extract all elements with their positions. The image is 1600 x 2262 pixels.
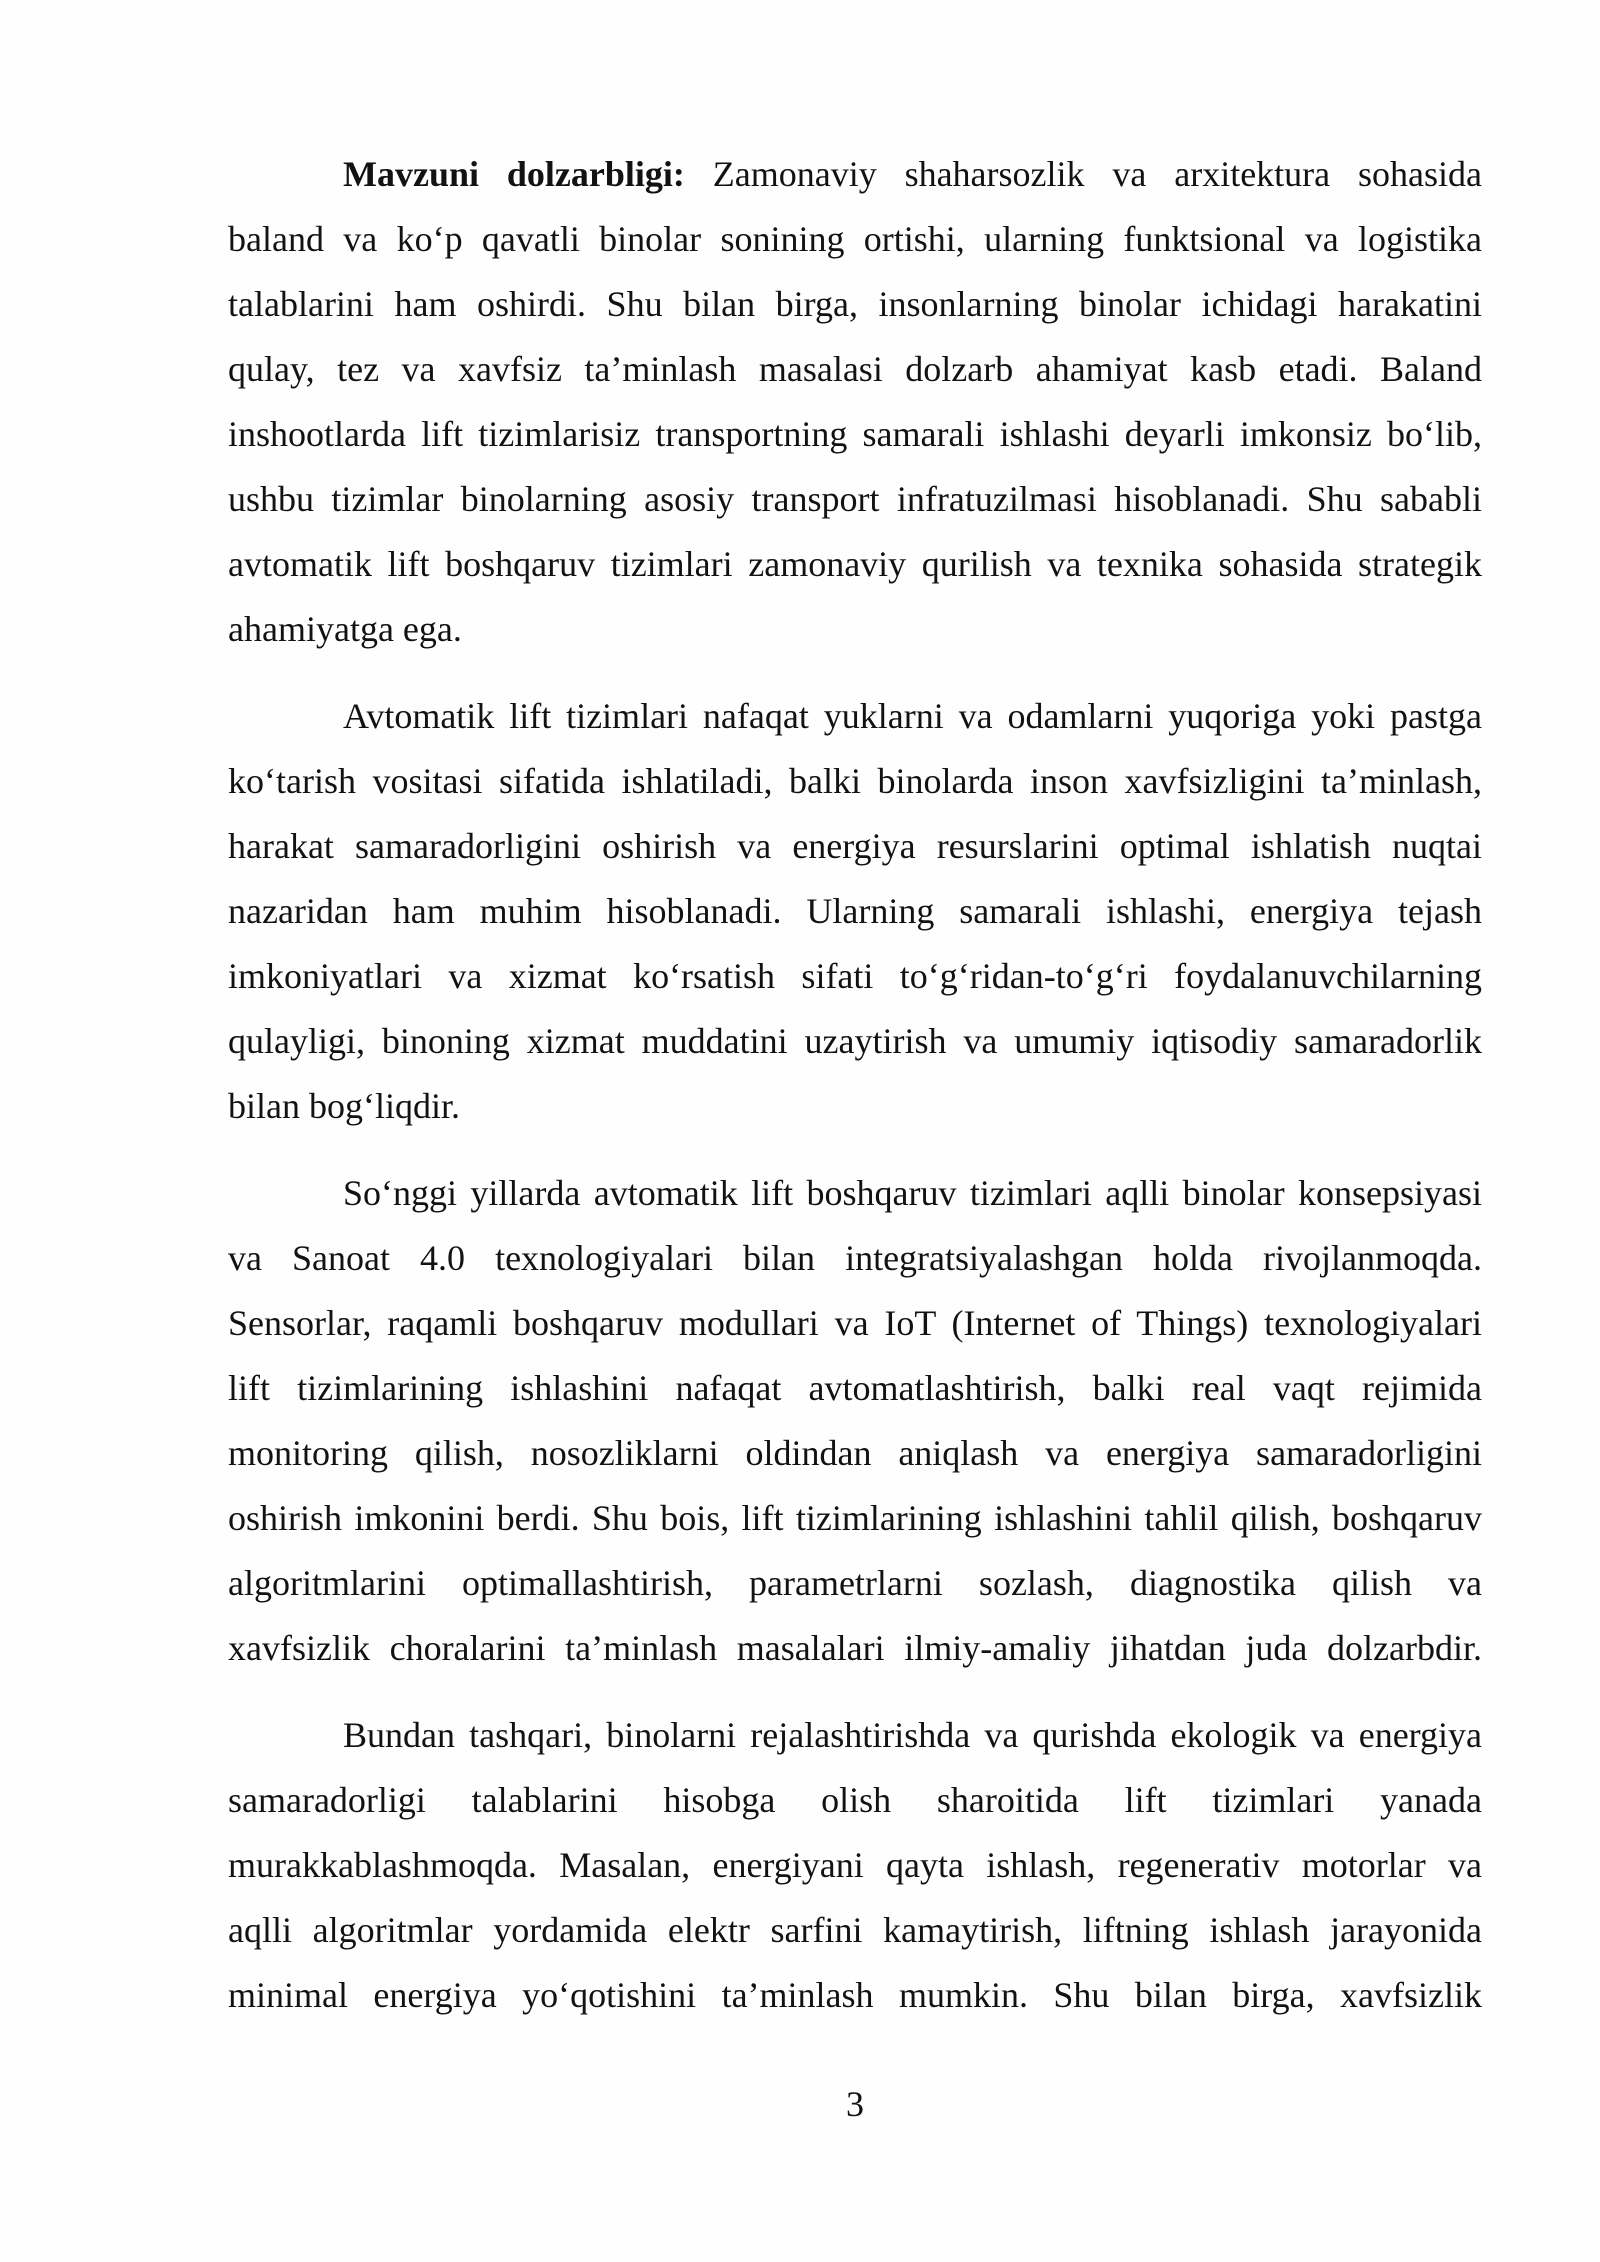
paragraph-3 xyxy=(228,1161,1482,1681)
text-line: baland va koʻp qavatli binolar sonining ortishi, ularning funktsional va logistika xyxy=(228,219,1482,259)
paragraph-4 xyxy=(228,1703,1482,2028)
text-line: minimal energiya yoʻqotishini ta’minlash mumkin. Shu bilan birga, xavfsizlik xyxy=(228,1975,1482,2015)
text-line: xavfsizlik choralarini ta’minlash masalalari ilmiy-amaliy jihatdan juda dolzarbdir. xyxy=(228,1628,1482,1668)
paragraph-2 xyxy=(228,684,1482,1139)
text-line: inshootlarda lift tizimlarisiz transportning samarali ishlashi deyarli imkonsiz boʻlib, xyxy=(228,414,1482,454)
text-line: Sensorlar, raqamli boshqaruv modullari va IoT (Internet of Things) texnologiyalari xyxy=(228,1303,1482,1343)
text-line: Mavzuni dolzarbligi: Zamonaviy shaharsozlik va arxitektura sohasida xyxy=(343,154,1482,194)
text-line: bilan bogʻliqdir. xyxy=(228,1086,460,1126)
text-line: qulay, tez va xavfsiz ta’minlash masalasi dolzarb ahamiyat kasb etadi. Baland xyxy=(228,349,1482,389)
page-number: 3 xyxy=(846,2084,864,2124)
text-line: imkoniyatlari va xizmat koʻrsatish sifati toʻgʻridan-toʻgʻri foydalanuvchilarning xyxy=(228,956,1482,996)
text-line: lift tizimlarining ishlashini nafaqat avtomatlashtirish, balki real vaqt rejimida xyxy=(228,1368,1482,1408)
text-line: oshirish imkonini berdi. Shu bois, lift tizimlarining ishlashini tahlil qilish, boshqaruv xyxy=(228,1498,1482,1538)
text-line: harakat samaradorligini oshirish va energiya resurslarini optimal ishlatish nuqtai xyxy=(228,826,1482,866)
text-line: algoritmlarini optimallashtirish, parametrlarni sozlash, diagnostika qilish va xyxy=(228,1563,1482,1603)
text-line: ahamiyatga ega. xyxy=(228,609,462,649)
text-line: va Sanoat 4.0 texnologiyalari bilan integratsiyalashgan holda rivojlanmoqda. xyxy=(228,1238,1482,1278)
text-line: koʻtarish vositasi sifatida ishlatiladi, balki binolarda inson xavfsizligini ta’minlash, xyxy=(228,761,1482,801)
text-line: Bundan tashqari, binolarni rejalashtirishda va qurishda ekologik va energiya xyxy=(343,1715,1482,1755)
text-line: avtomatik lift boshqaruv tizimlari zamonaviy qurilish va texnika sohasida strategik xyxy=(228,544,1482,584)
text-block xyxy=(228,142,1482,2050)
text-line: nazaridan ham muhim hisoblanadi. Ularning samarali ishlashi, energiya tejash xyxy=(228,891,1482,931)
text-line: Soʻnggi yillarda avtomatik lift boshqaruv tizimlari aqlli binolar konsepsiyasi xyxy=(343,1173,1482,1213)
paragraph-lead-bold: Mavzuni dolzarbligi: xyxy=(343,154,685,194)
text-line: qulayligi, binoning xizmat muddatini uzaytirish va umumiy iqtisodiy samaradorlik xyxy=(228,1021,1482,1061)
text-line: Avtomatik lift tizimlari nafaqat yuklarni va odamlarni yuqoriga yoki pastga xyxy=(343,696,1482,736)
text-line: aqlli algoritmlar yordamida elektr sarfini kamaytirish, liftning ishlash jarayonida xyxy=(228,1910,1482,1950)
text-line: ushbu tizimlar binolarning asosiy transport infratuzilmasi hisoblanadi. Shu sababli xyxy=(228,479,1482,519)
paragraph-1 xyxy=(228,142,1482,662)
text-line: samaradorligi talablarini hisobga olish sharoitida lift tizimlari yanada xyxy=(228,1780,1482,1820)
text-line: talablarini ham oshirdi. Shu bilan birga, insonlarning binolar ichidagi harakatini xyxy=(228,284,1482,324)
text-line: murakkablashmoqda. Masalan, energiyani qayta ishlash, regenerativ motorlar va xyxy=(228,1845,1482,1885)
text-line: monitoring qilish, nosozliklarni oldindan aniqlash va energiya samaradorligini xyxy=(228,1433,1482,1473)
